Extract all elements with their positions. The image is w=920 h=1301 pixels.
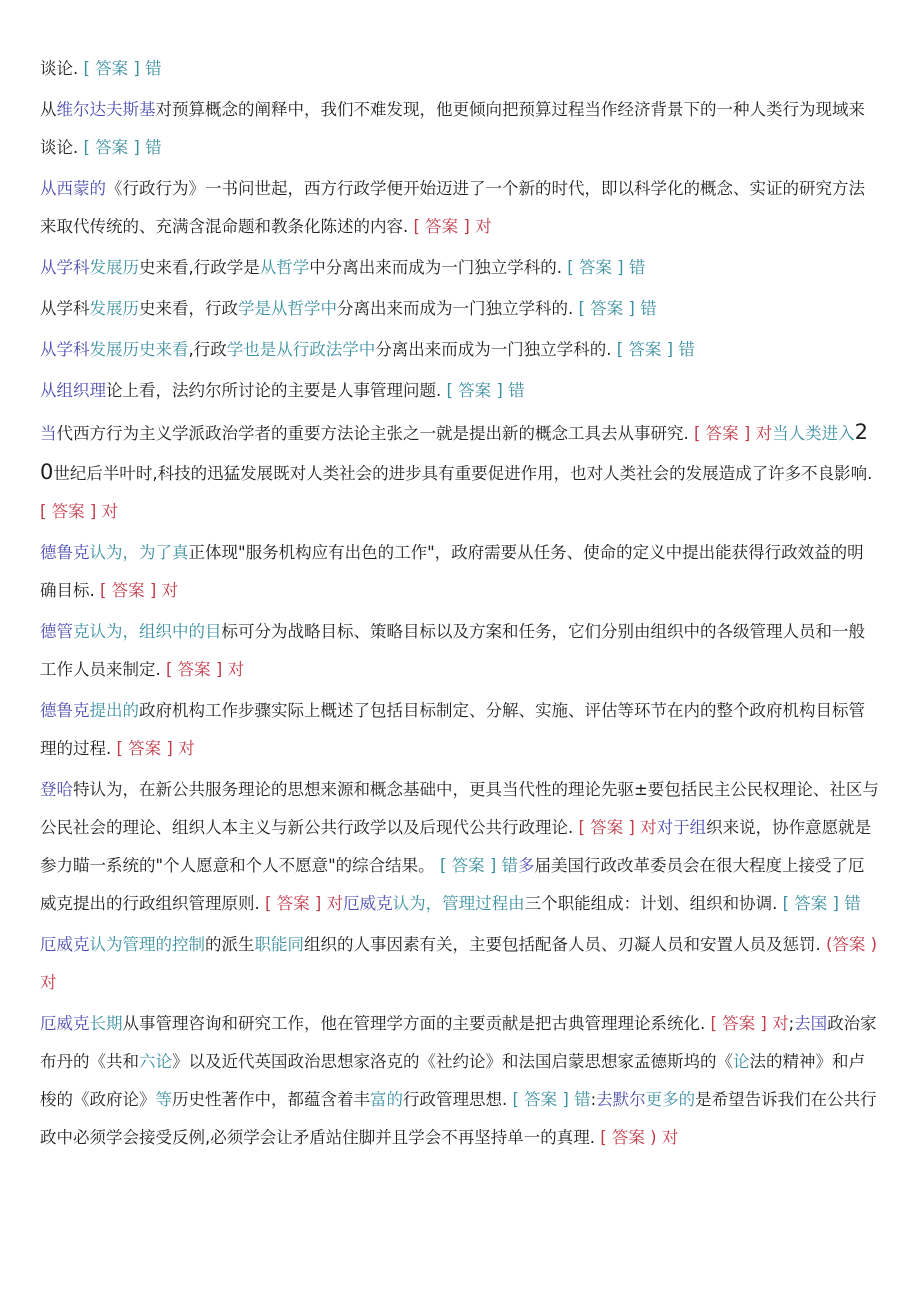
text-run: 克认为，组织中的目: [73, 622, 222, 641]
answer-label: [ 答案 ] 对: [100, 581, 179, 600]
answer-label: [ 答案 ] 错: [578, 299, 657, 318]
answer-label: [ 答案 ] 对: [40, 502, 119, 521]
text-run: 维尔达夫斯基: [56, 100, 156, 119]
question-paragraph: [40, 372, 880, 410]
question-paragraph: [40, 331, 880, 369]
text-run: 》以及近代英国政治思想家洛克的《社约论》和法国启蒙思想家孟德斯坞的《: [172, 1052, 733, 1071]
question-paragraph: [40, 771, 880, 923]
text-run: 届美国行政改革委员会在很大程度上接受了厄威克提出的行政组织管理原则.: [40, 856, 865, 913]
text-run: 厄威克: [40, 1014, 90, 1033]
answer-label: [ 答案 ) 对: [600, 1128, 679, 1147]
answer-label: [ 答案 ] 对: [166, 660, 245, 679]
text-run: 的派生: [205, 935, 255, 954]
text-run: 20: [40, 420, 868, 484]
text-run: 论上看，法约尔所讨论的主要是人事管理问题.: [106, 381, 447, 400]
text-run: 历史性著作中，都蕴含着丰: [172, 1090, 370, 1109]
question-paragraph: [40, 91, 880, 167]
text-run: 法的精神》和卢梭的《政府论》: [40, 1052, 865, 1109]
text-run: 去默尔: [596, 1090, 646, 1109]
text-run: 对于组: [656, 818, 707, 837]
text-run: 标可分为战略目标、策略目标以及方案和任务，它们分别由组织中的各级管理人员和一般工作人员来制定.: [40, 622, 865, 679]
text-run: 《行政行为》一书问世起，西方行政学便开始迈进了一个新的时代，即以科学化的概念、实证的研究方法来取代传统的、充满含混命题和教条化陈述的内容.: [40, 179, 865, 236]
text-run: 分离出来而成为一门独立学科的.: [337, 299, 579, 318]
text-run: 发展历: [89, 299, 139, 318]
text-run: 富的: [370, 1090, 403, 1109]
text-run: 长期: [89, 1014, 123, 1033]
text-run: 组织的人事因素有关，主要包括配备人员、刃凝人员和安置人员及惩罚.: [304, 935, 826, 954]
text-run: 行政管理思想.: [403, 1090, 513, 1109]
text-run: 织来说，协作意愿就是参力瞄一系统的"个人愿意和个人不愿意"的综合结果。: [40, 818, 872, 875]
answer-label: (答案 ) 对: [40, 935, 878, 992]
question-paragraph: [40, 413, 880, 531]
text-run: 厄威克: [343, 894, 393, 913]
answer-label: [ 答案 ] 对: [710, 1014, 789, 1033]
text-run: 世纪后半叶时,科技的迅猛发展既对人类社会的进步具有重要促进作用，也对人类社会的发展造成了许多不良影响.: [53, 464, 873, 483]
answer-label: [ 答案 ] 错: [83, 59, 162, 78]
question-paragraph: [40, 290, 880, 328]
text-run: 更多的: [645, 1090, 696, 1109]
text-run: 从学科: [40, 340, 90, 359]
text-run: 是希望告诉我们在公共行政中必须学会接受反例,必须学会让矛盾站住脚并且学会不再坚持单一的真理.: [40, 1090, 877, 1147]
answer-label: [ 答案 ] 错: [512, 1090, 591, 1109]
text-run: 当人类进入: [772, 424, 855, 443]
text-run: 六论: [139, 1052, 172, 1071]
text-run: 政府机构工作步骤实际上概述了包括目标制定、分解、实施、评估等环节在内的整个政府机构目标管理的过程.: [40, 701, 865, 758]
answer-label: [ 答案 ] 对: [413, 217, 492, 236]
answer-label: [ 答案 ] 对: [578, 818, 657, 837]
text-run: 发展历史来看: [89, 340, 189, 359]
text-run: 分离出来而成为一门独立学科的.: [375, 340, 617, 359]
text-run: 从事管理咨询和研究工作，他在管理学方面的主要贡献是把古典管理理论系统化.: [122, 1014, 711, 1033]
text-run: 德鲁克: [40, 543, 90, 562]
text-run: 正体现"服务机构应有出色的工作"，政府需要从任务、使命的定义中提出能获得行政效益的明确目标.: [40, 543, 864, 600]
text-run: ;: [788, 1014, 795, 1033]
text-run: 职能同: [254, 935, 304, 954]
text-run: 从哲学: [259, 258, 310, 277]
document-body: [40, 50, 880, 1157]
question-paragraph: [40, 692, 880, 768]
text-run: 从西蒙的: [40, 179, 106, 198]
text-run: 从: [40, 100, 57, 119]
text-run: :: [590, 1090, 597, 1109]
question-paragraph: [40, 170, 880, 246]
text-run: 认为，为了真: [89, 543, 189, 562]
text-run: 从学科: [40, 299, 90, 318]
answer-label: [ 答案 ] 对: [116, 739, 195, 758]
answer-label: [ 答案 ] 对: [694, 424, 773, 443]
text-run: 认为，管理过程由: [392, 894, 525, 913]
text-run: 厄威克: [40, 935, 90, 954]
text-run: 特认为，在新公共服务理论的思想来源和概念基础中，更具当代性的理论先驱±要包括民主公民权理论、社区与公民社会的理论、组织人本主义与新公共行政学以及后现代公共行政理论.: [40, 780, 879, 837]
answer-label: [ 答案 ] 对: [265, 894, 344, 913]
question-paragraph: [40, 926, 880, 1002]
text-run: 代西方行为主义学派政治学者的重要方法论主张之一就是提出新的概念工具去从事研究.: [56, 424, 694, 443]
text-run: 对预算概念的阐释中，我们不难发现，他更倾向把预算过程当作经济背景下的一种人类行为现域来谈论.: [40, 100, 865, 157]
text-run: 去国: [794, 1014, 828, 1033]
text-run: 学也是从行政法学中: [226, 340, 376, 359]
text-run: 提出的: [89, 701, 139, 720]
answer-label: [ 答案 ] 错: [567, 258, 646, 277]
text-run: 发展历: [89, 258, 139, 277]
text-run: 等: [155, 1090, 172, 1109]
text-run: 德管: [40, 622, 73, 641]
question-paragraph: [40, 613, 880, 689]
text-run: 谈论.: [40, 59, 84, 78]
text-run: 论: [733, 1052, 750, 1071]
text-run: 认为管理的控制: [89, 935, 205, 954]
text-run: 中分离出来而成为一门独立学科的.: [309, 258, 568, 277]
text-run: 学是从哲学中: [238, 299, 337, 318]
text-run: 德鲁克: [40, 701, 90, 720]
answer-label: [ 答案 ] 错: [782, 894, 861, 913]
text-run: 政治家布丹的《共和: [40, 1014, 877, 1071]
question-paragraph: [40, 534, 880, 610]
answer-label: [ 答案 ] 错: [439, 856, 519, 875]
answer-label: [ 答案 ] 错: [616, 340, 695, 359]
answer-label: [ 答案 ] 错: [83, 138, 162, 157]
text-run: 当: [40, 424, 57, 443]
text-run: 三个职能组成：计划、组织和协调.: [524, 894, 783, 913]
text-run: ,行政: [188, 340, 227, 359]
text-run: 从组织理: [40, 381, 106, 400]
answer-label: [ 答案 ] 错: [446, 381, 525, 400]
question-paragraph: [40, 50, 880, 88]
text-run: 史来看，行政: [139, 299, 238, 318]
text-run: 史来看,行政学是: [139, 258, 260, 277]
question-paragraph: [40, 249, 880, 287]
text-run: 登哈: [40, 780, 73, 799]
question-paragraph: [40, 1005, 880, 1157]
text-run: 从学科: [40, 258, 90, 277]
text-run: 多: [518, 856, 535, 875]
